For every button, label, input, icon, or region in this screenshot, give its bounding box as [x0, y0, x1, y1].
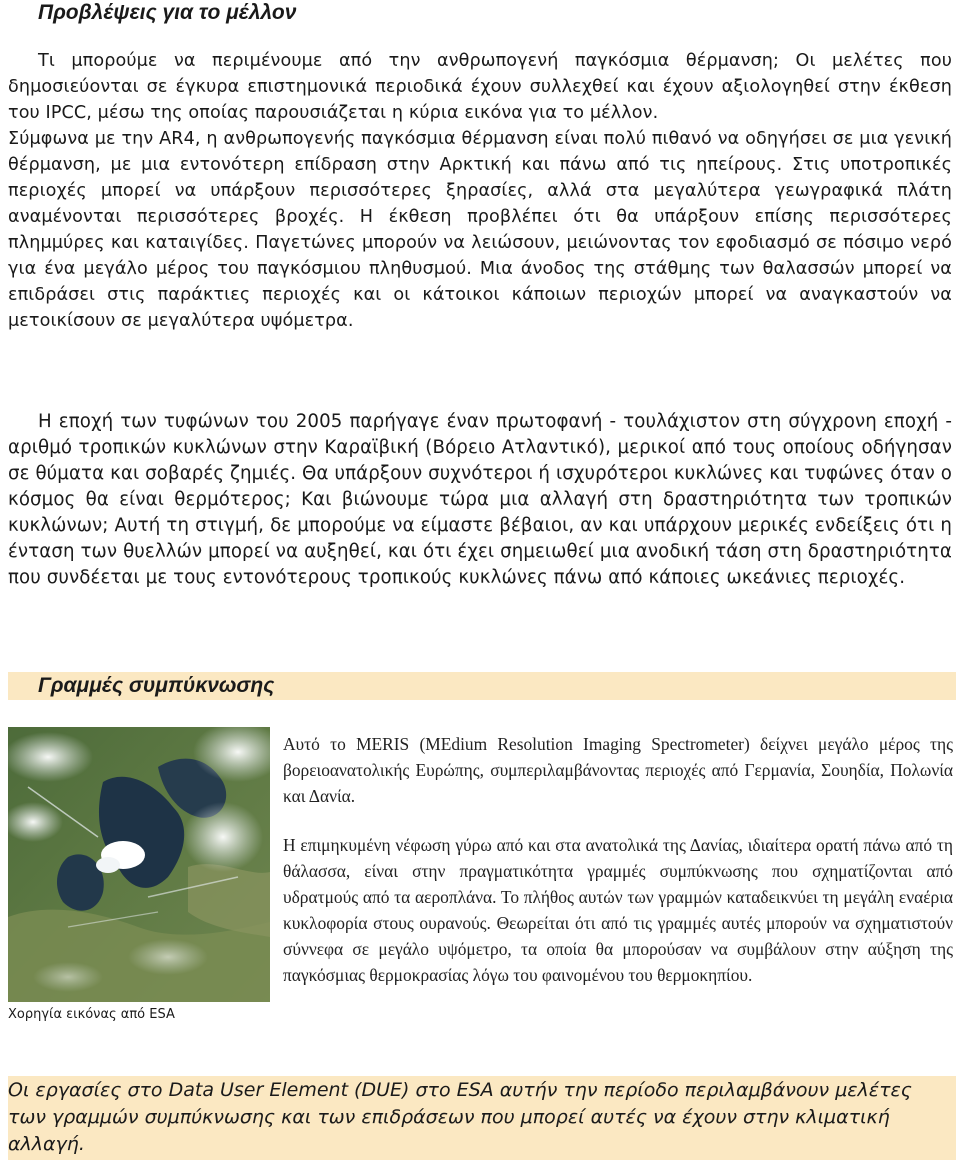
paragraph-ipcc-intro: Τι μπορούμε να περιμένουμε από την ανθρωπογενή παγκόσμια θέρμανση; Οι μελέτες που δημοσιεύονται σε έγκυρα επιστημονικά περιοδικά έχουν συλλεχθεί και έχουν αξιολογηθεί στην έκθεση του IPCC, μέσω της οποίας παρουσιάζεται η κύρια εικόνα για το μέλλον. — [8, 51, 952, 123]
section-hurricanes-body — [8, 409, 952, 591]
section-heading-contrails: Γραμμές συμπύκνωσης — [38, 674, 275, 697]
footer-note: Οι εργασίες στο Data User Element (DUE) στο ESA αυτήν την περίοδο περιλαμβάνουν μελέτες των γραμμών συμπύκνωσης και των επιδράσεων που μπορεί αυτές να έχουν στην κλιματική αλλαγή. — [8, 1079, 912, 1155]
paragraph-ar4-findings: Σύμφωνα με την AR4, η ανθρωπογενής παγκόσμια θέρμανση είναι πολύ πιθανό να οδηγήσει σε μια γενική θέρμανση, με μια εντονότερη επίδραση στην Αρκτική και πάνω από τις ηπείρους. Στις υποτροπικές περιοχές μπορεί να υπάρξουν περισσότερες ξηρασίες, αλλά στα μεγαλύτερα γεωγραφικά πλάτη αναμένονται περισσότερες βροχές. Η έκθεση προβλέπει ότι θα υπάρξουν επίσης περισσότερες πλημμύρες και καταιγίδες. Παγετώνες μπορούν να λειώσουν, μειώνοντας τον εφοδιασμό σε πόσιμο νερό για ένα μεγάλο μέρος του παγκόσμιου πληθυσμού. Μια άνοδος της στάθμης των θαλασσών μπορεί να επιδράσει στις παράκτιες περιοχές και οι κάτοικοι κάποιων περιοχών μπορεί να αναγκαστούν να μετοικίσουν σε μεγαλύτερα υψόμετρα. — [8, 129, 952, 331]
section-heading-predictions: Προβλέψεις για το μέλλον — [38, 1, 297, 24]
satellite-image — [8, 727, 270, 1002]
section-predictions-body — [8, 48, 952, 334]
image-caption: Χορηγία εικόνας από ESA — [8, 1007, 175, 1022]
paragraph-hurricane-season: Η εποχή των τυφώνων του 2005 παρήγαγε έναν πρωτοφανή - τουλάχιστον στη σύγχρονη εποχή - αριθμό τροπικών κυκλώνων στην Καραϊβική (Βόρειο Ατλαντικό), μερικοί από τους οποίους οδήγησαν σε θύματα και σοβαρές ζημιές. Θα υπάρξουν συχνότεροι ή ισχυρότεροι κυκλώνες και τυφώνες όταν ο κόσμος θα είναι θερμότερος; Και βιώνουμε τώρα μια αλλαγή στη δραστηριότητα των τροπικών κυκλώνων; Αυτή τη στιγμή, δε μπορούμε να είμαστε βέβαιοι, αν και υπάρχουν μερικές ενδείξεις ότι η ένταση των θυελλών μπορεί να αυξηθεί, και ότι έχει σημειωθεί μια ανοδική τάση στη δραστηριότητα που συνδέεται με τους εντονότερους τροπικούς κυκλώνες πάνω από κάποιες ωκεάνιες περιοχές. — [8, 411, 952, 588]
paragraph-meris-description: Αυτό το MERIS (MEdium Resolution Imaging Spectrometer) δείχνει μεγάλο μέρος της βορειοανατολικής Ευρώπης, συμπεριλαμβάνοντας περιοχές από Γερμανία, Σουηδία, Πολωνία και Δανία. — [283, 734, 953, 806]
paragraph-contrails-description: Η επιμηκυμένη νέφωση γύρω από και στα ανατολικά της Δανίας, ιδιαίτερα ορατή πάνω από τη θάλασσα, είναι στην πραγματικότητα γραμμές συμπύκνωσης που σχηματίζονται από υδρατμούς από τα αεροπλάνα. Το πλήθος αυτών των γραμμών καταδεικνύει τη μεγάλη εναέρια κυκλοφορία στους ουρανούς. Θεωρείται ότι από τις γραμμές αυτές μπορούν να σχηματιστούν σύννεφα σε μεγάλο υψόμετρο, τα οποία θα μπορούσαν να συμβάλουν στην αύξηση της παγκόσμιας θερμοκρασίας λόγω του φαινομένου του θερμοκηπίου. — [283, 835, 953, 985]
